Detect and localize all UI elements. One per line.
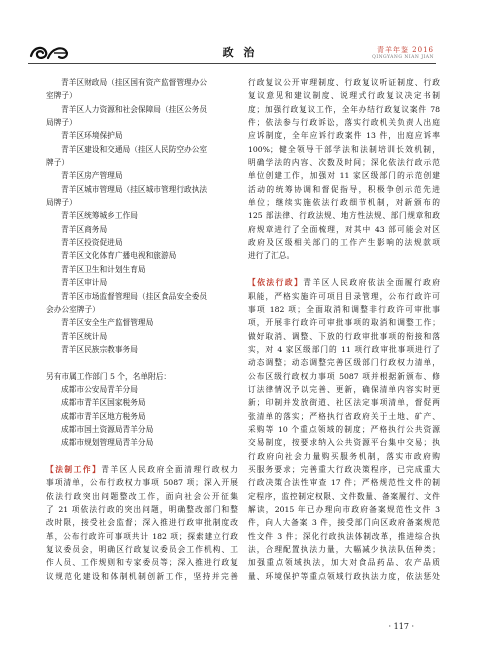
legal-work-paragraph [46,463,238,583]
right-column [248,76,440,583]
paragraph-line: 事项 182 项；全面取消和调整非行政许可审批事 [248,304,440,314]
paragraph-line: 依法行政突出问题整改工作，面向社会公开征集 [46,491,238,501]
paragraph-line: 实，对 4 家区级部门的 11 项行政审批事项进行了 [248,344,440,354]
department-line: 局牌子） [46,198,77,208]
paragraph-line: 张清单的落实；严格执行省政府关于土地、矿产、 [248,411,440,421]
header-rule [28,63,436,64]
paragraph-line: 度；加强行政复议工作，全年办结行政复议案件 78 [248,104,440,114]
paragraph-line: 应诉制度，全年应诉行政案件 13 件，出庭应诉率 [248,131,440,141]
yearbook-pinyin: QINGYANG NIAN JIAN [372,55,434,60]
paragraph-line: 复议意见和建议制度、说理式行政复议决定书制 [248,91,440,101]
department-line: 牌子） [46,158,70,168]
paragraph-line: 事项清单，公布行政权力事项 5087 项；深入开展 [46,478,238,488]
paragraph-line: 明确学法的内容、次数及时间；深化依法行政示范 [248,158,440,168]
lawful-administration-paragraph [248,276,440,583]
department-line: 青羊区城市管理局（挂区城市管理行政执法 [61,184,208,194]
paragraph-line: 府规章进行了全面梳理，对其中 43 部可能会对区 [248,224,440,234]
department-list [46,76,238,356]
department-line: 青羊区环境保护局 [61,131,123,141]
department-line: 成都市青羊区地方税务局 [61,411,146,421]
department-line: 青羊区建设和交通局（挂区人民防空办公室 [61,144,208,154]
paragraph-line: 活动的统筹协调和督促指导，积极争创示范先进 [248,184,440,194]
page-number: · 117 · [388,622,414,631]
other-departments-intro: 另有市属工作部门 5 个，名单附后： [46,371,172,381]
paragraph-line: 作人员、工作规则和专家委员等；深入推进行政复 [46,558,238,568]
paragraph-line: 行政复议公开审理制度、行政复议听证制度、行政 [248,78,440,87]
department-line: 青羊区卫生和计划生育局 [61,264,146,274]
paragraph-line: 量、环境保护等重点领域行政执法力度，依法惩处 [248,571,440,581]
department-line: 成都市规划管理局青羊分局 [61,438,154,448]
paragraph-line: 行政府向社会力量购买服务机制，落实市政府购 [248,451,440,461]
left-column [46,76,238,583]
department-line: 青羊区安全生产监督管理局 [61,318,154,328]
paragraph-line: 性文件 3 件；深化行政执法体制改革，推进综合执 [248,531,440,541]
department-line: 青羊区投资促进局 [61,238,123,248]
paragraph-text: 青羊区人民政府全面清理行政权力 [101,464,238,474]
paragraph-line: 公布区级行政权力事项 5087 项并根据新颁布、修 [248,371,440,381]
department-line: 室牌子） [46,91,77,101]
department-line: 会办公室牌子） [46,304,100,314]
department-line: 成都市国土资源局青羊分局 [61,424,154,434]
paragraph-line: 复议委员会，明确区行政复议委员会工作机构、工 [46,545,238,555]
paragraph-line: 新；印制并发放街道、社区法定事项清单，督促两 [248,398,440,408]
paragraph-line: 解读，2015 年已办理向市政府备案规范性文件 3 [248,505,440,514]
paragraph-line: 交易制度，按要求纳入公共资源平台集中交易；执 [248,438,440,448]
paragraph-line: 125 部法律、行政法规、地方性法规、部门规章和政 [248,211,440,221]
other-departments-list [46,383,238,450]
admin-review-paragraph [248,76,440,263]
paragraph-line: 议规范化建设和体制机制创新工作，坚持并完善 [46,571,238,581]
department-line: 青羊区文化体育广播电视和旅游局 [61,251,177,261]
section-title: 政 治 [222,46,258,59]
paragraph-line: 进行了汇总。 [248,251,295,261]
paragraph-line: 行政决策合法性审查 17 件；严格规范性文件的制 [248,478,440,488]
department-line: 青羊区房产管理局 [61,171,123,181]
department-line: 青羊区商务局 [61,224,108,234]
paragraph-line: 职能，严格实施许可项目目录管理，公布行政许可 [248,291,440,301]
yearbook-title: 青羊年鉴 2016 [376,46,434,54]
department-line: 青羊区民族宗教事务局 [61,344,138,354]
lawful-administration-tag: 【依法行政】 [248,278,304,288]
paragraph-line: 做好取消、调整、下放的行政审批事项的衔接和落 [248,331,440,341]
paragraph-line: 项，开展非行政许可审批事项的取消和调整工作； [248,318,440,328]
paragraph-line: 加强重点领域执法，加大对食品药品、农产品质 [248,558,440,568]
paragraph-line: 件；依法参与行政诉讼，落实行政机关负责人出庭 [248,118,440,128]
department-line: 青羊区审计局 [61,278,108,288]
paragraph-line [248,276,440,289]
department-line: 青羊区人力资源和社会保障局（挂区公务员 [61,104,208,114]
department-line: 局牌子） [46,118,77,128]
paragraph-line: 买服务要求；完善重大行政决策程序，已完成重大 [248,464,440,474]
legal-work-tag: 【法制工作】 [46,464,102,474]
paragraph-line: 革，公布行政许可事项共计 182 项；探索建立行政 [46,531,238,541]
paragraph-line: 了 21 项依法行政的突出问题，明确整改部门和整 [46,505,238,514]
spacer [46,450,238,463]
paragraph-line: 单位创建工作，加强对 11 家区级部门的示范创建 [248,171,440,181]
department-line: 成都市公安局青羊分局 [61,384,138,394]
paragraph-line: 定程序，监控制定权限、文件数量、备案履行、文件 [248,491,440,501]
paragraph-line: 件，向人大备案 3 件，接受部门向区政府备案规范 [248,518,440,528]
department-line: 青羊区财政局（挂区国有资产监督管理办公 [61,78,208,87]
department-line: 青羊区统筹城乡工作局 [61,211,138,221]
spacer [46,356,238,369]
paragraph-line: 订法律情况予以完善、更新，确保清单内容实时更 [248,384,440,394]
spacer [248,263,440,276]
page-header [0,0,480,70]
department-line: 青羊区市场监督管理局（挂区食品安全委员 [61,291,208,301]
paragraph-line: 单位；继续实施依法行政细节机制，对新颁布的 [248,198,440,208]
paragraph-line: 100%；健全领导干部学法和法制培训长效机制， [248,144,440,154]
paragraph-line: 采购等 10 个重点领域的制度；严格执行公共资源 [248,424,440,434]
paragraph-line: 改时限，接受社会监督；深入推进行政审批制度改 [46,518,238,528]
paragraph-line: 法，合理配置执法力量，大幅减少执法队伍种类； [248,545,440,555]
paragraph-line [46,463,238,476]
paragraph-line: 政府及区级相关部门的工作产生影响的法规款项 [248,238,440,248]
department-line: 成都市青羊区国家税务局 [61,398,146,408]
paragraph-line: 动态调整；动态调整完善区级部门行政权力清单， [248,358,440,368]
paragraph-text: 青羊区人民政府依法全面履行政府 [303,278,440,288]
department-line: 青羊区统计局 [61,331,108,341]
